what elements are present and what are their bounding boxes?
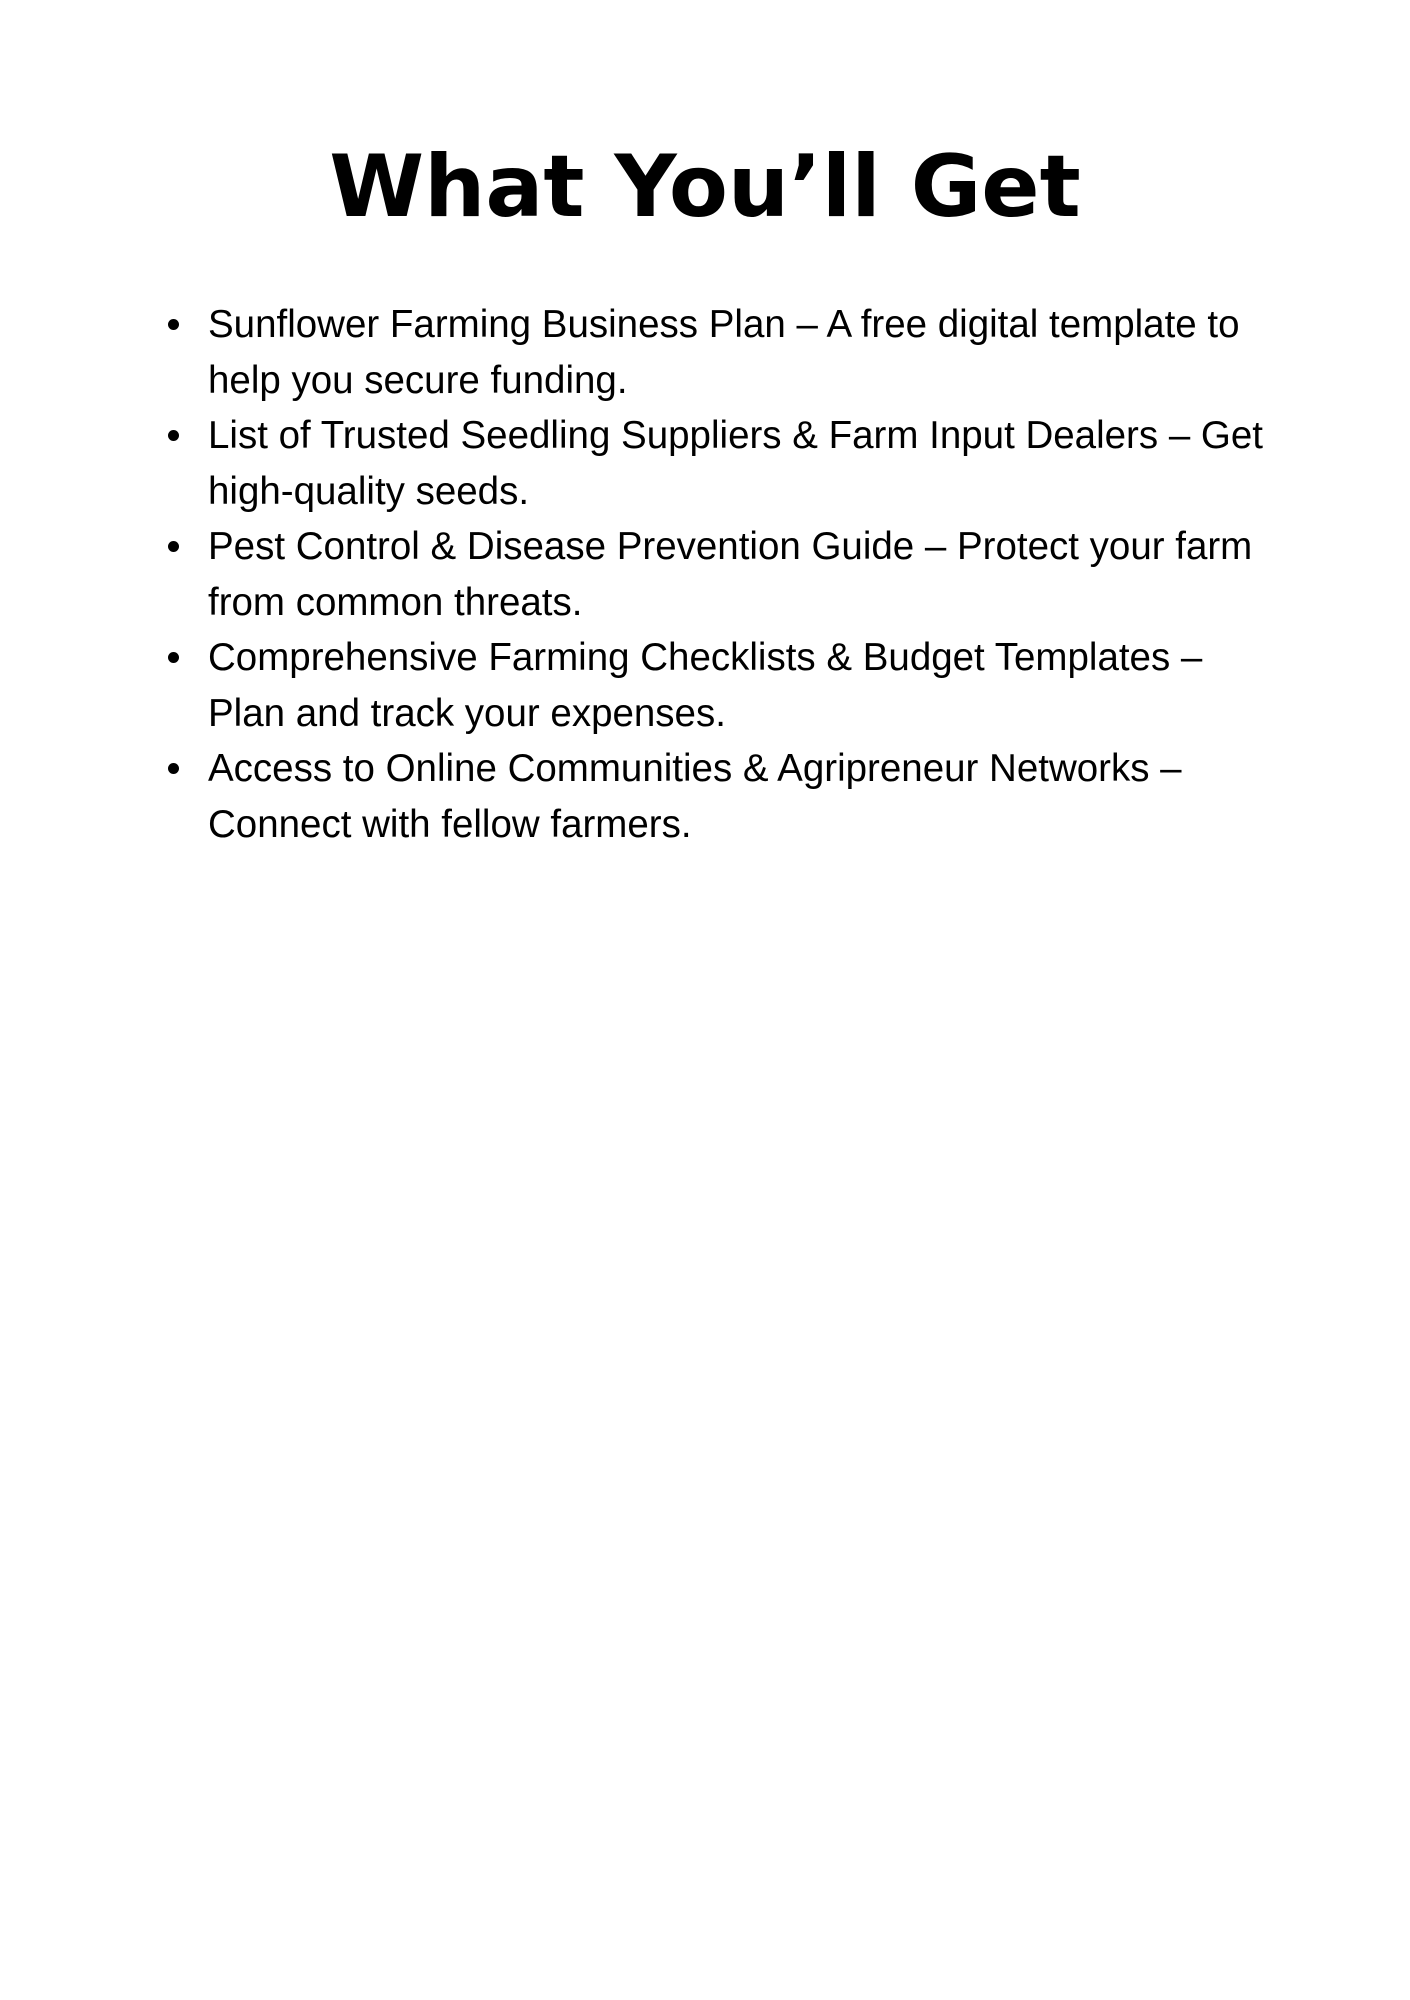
list-item: [208, 741, 1268, 852]
bullet-icon: [168, 319, 179, 330]
list-item: [208, 297, 1268, 408]
list-item: [208, 630, 1268, 741]
list-item-text: List of Trusted Seedling Suppliers & Farm Input Dealers – Get high-quality seeds.: [208, 414, 1263, 513]
list-item-text: Pest Control & Disease Prevention Guide – Protect your farm from common threats.: [208, 525, 1253, 624]
bullet-icon: [168, 430, 179, 441]
bullet-icon: [168, 763, 179, 774]
list-item-text: Sunflower Farming Business Plan – A free digital template to help you secure funding.: [208, 303, 1240, 402]
list-item: [208, 408, 1268, 519]
bullet-icon: [168, 541, 179, 552]
list-item: [208, 519, 1268, 630]
list-item-text: Access to Online Communities & Agripreneur Networks – Connect with fellow farmers.: [208, 747, 1182, 846]
list-item-text: Comprehensive Farming Checklists & Budget Templates – Plan and track your expenses.: [208, 636, 1203, 735]
bullet-icon: [168, 652, 179, 663]
benefits-list: [208, 297, 1268, 852]
page-title: What You’ll Get: [329, 137, 1081, 237]
